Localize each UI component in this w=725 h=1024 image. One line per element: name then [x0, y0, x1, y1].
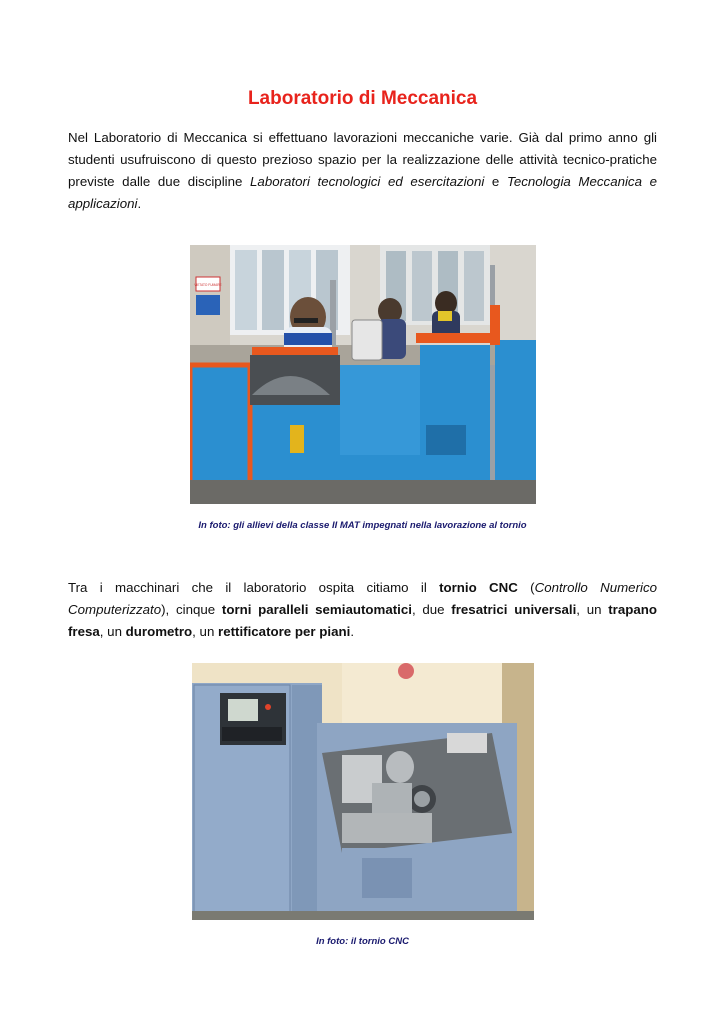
- machines-text-1: Tra i macchinari che il laboratorio ospita citiamo il: [68, 580, 440, 595]
- machine-durometer: durometro: [125, 624, 193, 639]
- machines-text-2: (: [517, 580, 535, 595]
- machine-cnc-lathe: tornio CNC: [439, 580, 518, 595]
- photo1-caption: In foto: gli allievi della classe II MAT impegnati nella lavorazione al tornio: [198, 520, 527, 531]
- course-name-2: Tecnologia Meccanica e applicazioni: [68, 174, 657, 211]
- machines-text-4: , due: [411, 602, 452, 617]
- machine-milling: fresatrici universali: [451, 602, 577, 617]
- machines-text-5: , un: [576, 602, 609, 617]
- cnc-lathe-photo: [192, 663, 534, 920]
- machines-paragraph: [68, 577, 657, 643]
- course-name-1: Laboratori tecnologici ed esercitazioni: [250, 174, 485, 189]
- no-smoking-sign-text: VIETATO FUMARE: [194, 283, 222, 287]
- intro-paragraph: [68, 127, 657, 215]
- machine-surface-grinder: rettificatore per piani: [218, 624, 351, 639]
- machine-parallel-lathes: torni paralleli semiautomatici: [221, 602, 412, 617]
- intro-text-3: .: [137, 196, 142, 211]
- machines-text-7: , un: [192, 624, 219, 639]
- page-title: Laboratorio di Meccanica: [247, 88, 478, 109]
- machines-text-3: ), cinque: [161, 602, 222, 617]
- lathe-students-photo: [190, 245, 536, 504]
- intro-text-1: Nel Laboratorio di Meccanica si effettuano lavorazioni meccaniche varie. Già dal primo anno gli studenti usufruiscono di questo prezioso spazio per la realizzazione delle attività tecnico-pratiche previste dalle due discipline: [68, 130, 657, 189]
- machine-drill-mill: trapano fresa: [68, 602, 657, 639]
- photo2-caption: In foto: il tornio CNC: [316, 936, 409, 947]
- cnc-expansion: Controllo Numerico Computerizzato: [68, 580, 658, 617]
- machines-text-6: , un: [99, 624, 126, 639]
- intro-text-2: e: [484, 174, 507, 189]
- machines-text-8: .: [350, 624, 355, 639]
